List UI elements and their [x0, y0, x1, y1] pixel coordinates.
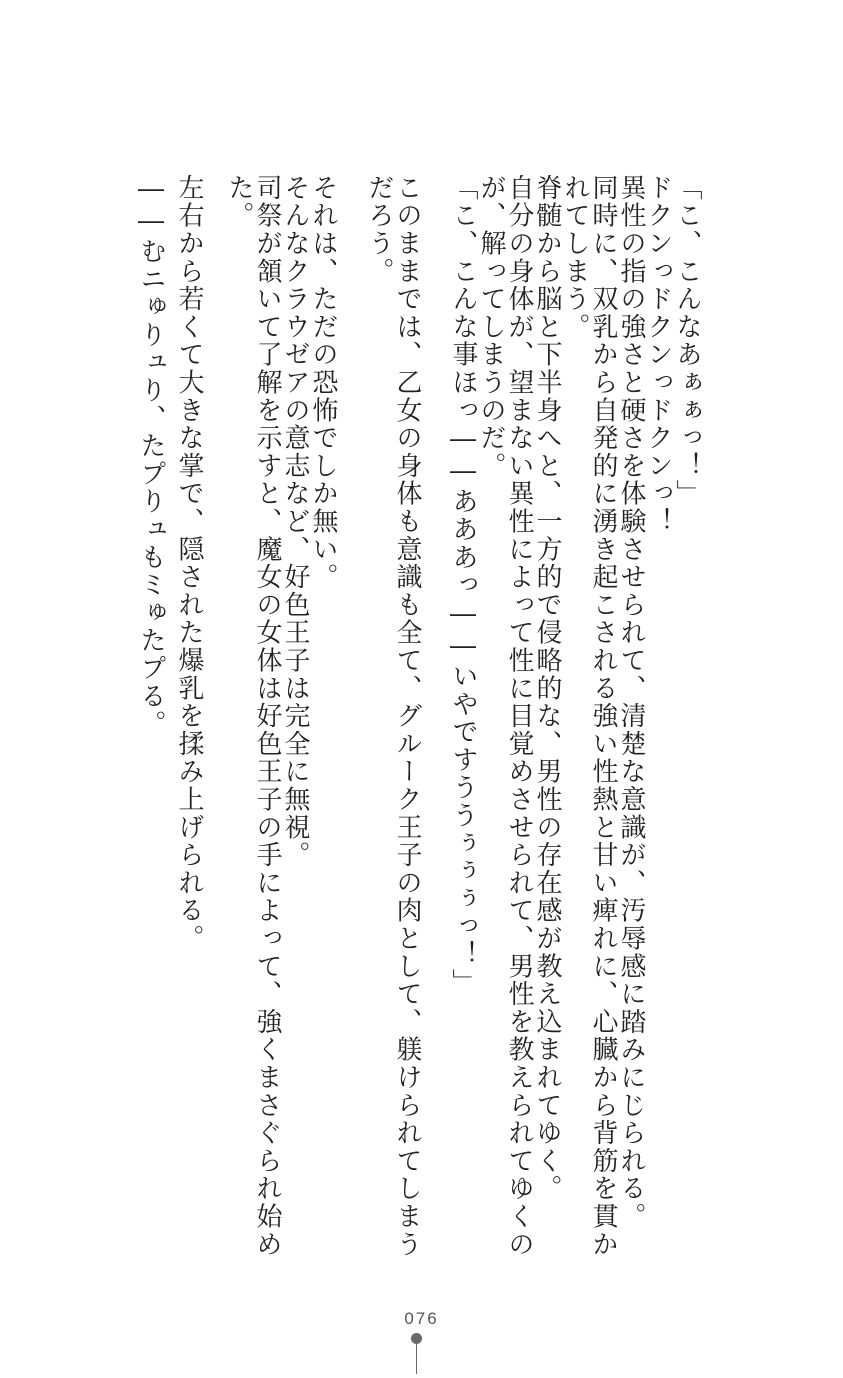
page-marker-line: [416, 1344, 417, 1374]
text-line: た。: [224, 174, 254, 230]
text-line: 司祭が頷いて了解を示すと、魔女の女体は好色王子の手によって、強くまさぐられ始め: [252, 174, 282, 1259]
text-line: ドクンっドクンっドクンっ！: [643, 174, 673, 536]
text-line: 脊髄から脳と下半身へと、一方的で侵略的な、男性の存在感が教え込まれてゆく。: [532, 174, 562, 1203]
text-line: ――むニゅりュり、たプりュもミゅたプる。: [136, 174, 166, 738]
text-line: それは、ただの恐怖でしか無い。: [308, 174, 338, 591]
text-line: が、解ってしまうのだ。: [476, 174, 506, 480]
text-line: 「こ、こんな事ほっ――あああっ――いやですううぅぅぅっ！」: [448, 174, 478, 997]
text-line: 異性の指の強さと硬さを体験させられて、清楚な意識が、汚辱感に踏みにじられる。: [616, 174, 646, 1231]
text-line: れてしまう。: [560, 174, 590, 341]
text-line: 「こ、こんなあぁぁっ！」: [672, 174, 702, 508]
novel-text: [130, 174, 702, 1259]
text-line: だろう。: [364, 174, 394, 286]
text-line: 自分の身体が、望まない異性によって性に目覚めさせられて、男性を教えられてゆくの: [504, 174, 534, 1259]
text-line: 左右から若くて大きな掌で、隠された爆乳を揉み上げられる。: [174, 174, 204, 953]
text-line: 同時に、双乳から自発的に湧き起こされる強い性熱と甘い痺れに、心臓から背筋を貫か: [588, 174, 618, 1259]
text-line: そんなクラウゼアの意志など、好色王子は完全に無視。: [280, 174, 310, 869]
page-marker-dot: [411, 1333, 422, 1344]
page-number: 076: [404, 1309, 439, 1328]
text-line: このままでは、乙女の身体も意識も全て、グルーク王子の肉として、躾けられてしまう: [392, 174, 422, 1259]
